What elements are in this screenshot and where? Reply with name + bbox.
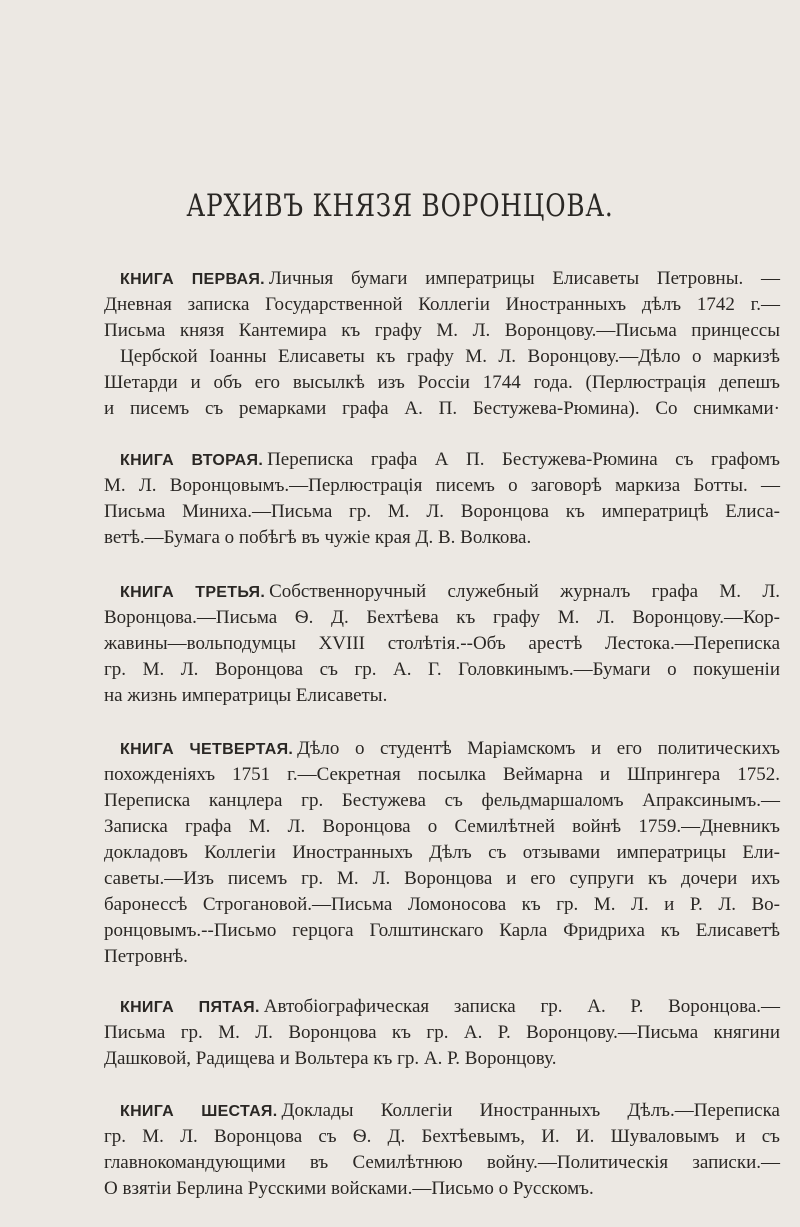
book-entry-2	[104, 447, 780, 551]
book-label: КНИГА ВТОРАЯ.	[120, 452, 264, 469]
book-label: КНИГА ТРЕТЬЯ.	[120, 584, 266, 601]
book-text-line: ветѣ.—Бумага о побѣгѣ въ чужіе края Д. В. Волкова.	[104, 527, 532, 548]
book-label: КНИГА ШЕСТАЯ.	[120, 1103, 278, 1120]
book-text-line: Цербской Іоанны Елисаветы къ графу М. Л. Воронцову.—Дѣло о маркизѣ	[120, 346, 780, 367]
document-title: АРХИВЪ КНЯЗЯ ВОРОНЦОВА.	[186, 188, 614, 224]
book-text-line: Письма князя Кантемира къ графу М. Л. Воронцову.—Письма принцессы	[104, 320, 780, 341]
book-label: КНИГА ПЕРВАЯ.	[120, 271, 265, 288]
book-text-line: Дневная записка Государственной Коллегіи Иностранныхъ дѣлъ 1742 г.—	[104, 294, 780, 315]
book-text-line: Письма Миниха.—Письма гр. М. Л. Воронцова къ императрицѣ Елиса-	[104, 501, 780, 522]
book-text-line: гр. М. Л. Воронцова съ Ѳ. Д. Бехтѣевымъ, И. И. Шуваловымъ и съ	[104, 1126, 780, 1147]
book-text-line: докладовъ Коллегіи Иностранныхъ Дѣлъ съ отзывами императрицы Ели-	[104, 842, 780, 863]
book-text-line: КНИГА ШЕСТАЯ. Доклады Коллегіи Иностранныхъ Дѣлъ.—Переписка	[120, 1100, 780, 1121]
book-text-line: КНИГА ЧЕТВЕРТАЯ. Дѣло о студентѣ Маріамскомъ и его политическихъ	[120, 738, 780, 759]
book-text-line: КНИГА ПЯТАЯ. Автобіографическая записка гр. А. Р. Воронцова.—	[120, 996, 781, 1017]
book-label: КНИГА ПЯТАЯ.	[120, 999, 260, 1016]
book-text-line: Шетарди и объ его высылкѣ изъ Россіи 1744 года. (Перлюстрація депешъ	[104, 372, 780, 393]
book-text-line: саветы.—Изъ писемъ гр. М. Л. Воронцова и его супруги къ дочери ихъ	[104, 868, 780, 889]
book-entry-6	[104, 1098, 780, 1202]
book-text-line: и писемъ съ ремарками графа А. П. Бестужева-Рюмина). Со снимками·	[104, 398, 780, 419]
book-text-line: баронессѣ Строгановой.—Письма Ломоносова къ гр. М. Л. и Р. Л. Во-	[104, 894, 780, 915]
book-text-line: КНИГА ПЕРВАЯ. Личныя бумаги императрицы Елисаветы Петровны. —	[120, 268, 780, 289]
book-text-line: Переписка канцлера гр. Бестужева съ фельдмаршаломъ Апраксинымъ.—	[104, 790, 780, 811]
book-text-line: Петровнѣ.	[104, 946, 188, 967]
table-of-contents	[104, 266, 780, 1227]
book-text-line: главнокомандующими въ Семилѣтнюю войну.—Политическія записки.—	[104, 1152, 780, 1173]
book-text-line: Записка графа М. Л. Воронцова о Семилѣтней войнѣ 1759.—Дневникъ	[104, 816, 780, 837]
book-text-line: жавины—вольподумцы XVIII столѣтія.--Объ арестѣ Лестока.—Переписка	[104, 633, 780, 654]
book-text-line: ронцовымъ.--Письмо герцога Голштинскаго Карла Фридриха къ Елисаветѣ	[104, 920, 780, 941]
book-text-line: Дашковой, Радищева и Вольтера къ гр. А. Р. Воронцову.	[104, 1048, 557, 1069]
book-entry-5	[104, 994, 780, 1072]
book-text-line: Воронцова.—Письма Ѳ. Д. Бехтѣева къ графу М. Л. Воронцову.—Кор-	[104, 607, 780, 628]
book-entry-4	[104, 736, 780, 970]
book-text-line: похожденіяхъ 1751 г.—Секретная посылка Веймарна и Шпрингера 1752.	[104, 764, 780, 785]
book-text-line: гр. М. Л. Воронцова съ гр. А. Г. Головкинымъ.—Бумаги о покушеніи	[104, 659, 780, 680]
book-text-line: М. Л. Воронцовымъ.—Перлюстрація писемъ о заговорѣ маркиза Ботты. —	[104, 475, 780, 496]
book-text-line: КНИГА ВТОРАЯ. Переписка графа А П. Бестужева-Рюмина съ графомъ	[120, 449, 780, 470]
book-entry-1	[104, 266, 780, 422]
book-text-line: Письма гр. М. Л. Воронцова къ гр. А. Р. Воронцову.—Письма княгини	[104, 1022, 780, 1043]
book-text-line: О взятіи Берлина Русскими войсками.—Письмо о Русскомъ.	[104, 1178, 594, 1199]
book-text-line: на жизнь императрицы Елисаветы.	[104, 685, 388, 706]
book-text-line: КНИГА ТРЕТЬЯ. Собственноручный служебный журналъ графа М. Л.	[120, 581, 781, 602]
book-label: КНИГА ЧЕТВЕРТАЯ.	[120, 741, 294, 758]
book-entry-3	[104, 579, 780, 709]
